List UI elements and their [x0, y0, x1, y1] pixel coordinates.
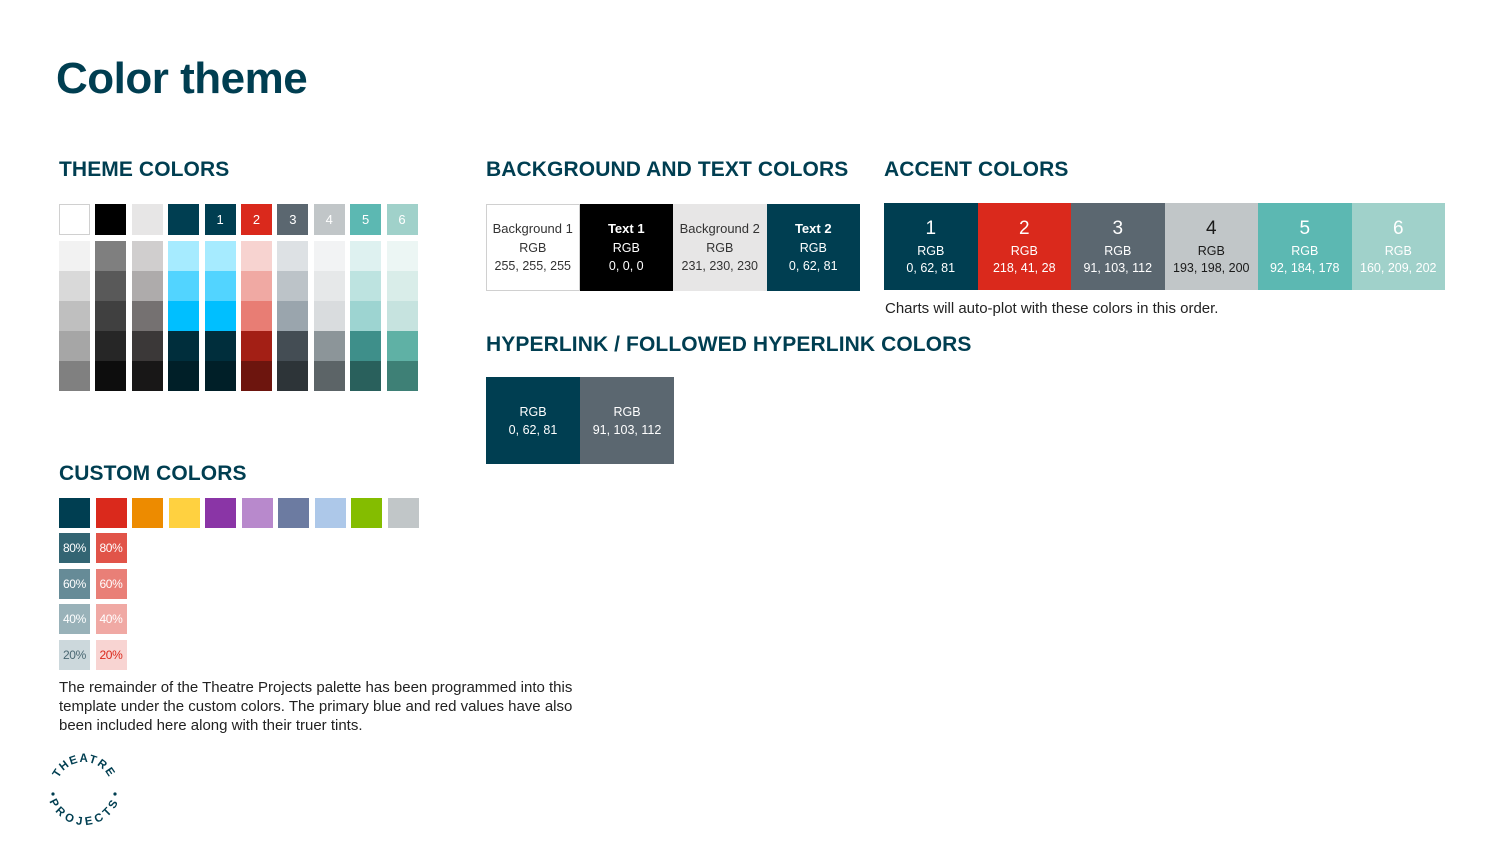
theme-color-shade — [205, 331, 236, 361]
rgb-label: RGB — [519, 241, 547, 255]
red-tint-swatch: 20% — [96, 640, 127, 670]
theme-color-shade — [95, 331, 126, 361]
accent-number: 2 — [1018, 217, 1030, 239]
custom-tints — [59, 533, 127, 670]
custom-description: The remainder of the Theatre Projects palette has been programmed into this template under the custom colors. The primary blue and red values have also been included here along with their truer tints. — [59, 679, 573, 734]
hyperlink-heading: HYPERLINK / FOLLOWED HYPERLINK COLORS — [486, 333, 972, 356]
bg-text-swatch — [580, 204, 674, 291]
accent-number: 5 — [1299, 217, 1311, 239]
theme-color-shade — [132, 331, 163, 361]
custom-color-swatch — [351, 498, 382, 528]
blue-tint-swatch: 40% — [59, 604, 90, 634]
red-tint-swatch: 60% — [96, 569, 127, 599]
theme-color-shade — [350, 301, 381, 331]
theme-color-shade — [205, 271, 236, 301]
custom-color-swatch — [315, 498, 346, 528]
theme-color-shade — [350, 271, 381, 301]
accent-swatch — [978, 203, 1072, 290]
theme-color-shade — [387, 331, 418, 361]
theme-color-column — [350, 204, 381, 391]
background-text-swatches — [486, 204, 860, 291]
rgb-values: 0, 0, 0 — [608, 259, 644, 273]
accent-number: 1 — [925, 217, 937, 239]
rgb-values: 91, 103, 112 — [1083, 260, 1153, 275]
theme-color-column — [168, 204, 199, 391]
theme-color-swatch: 6 — [387, 204, 418, 235]
rgb-label: RGB — [799, 241, 827, 255]
theme-color-shade — [241, 271, 272, 301]
custom-colors-heading: CUSTOM COLORS — [59, 462, 247, 485]
rgb-label: RGB — [612, 241, 640, 255]
accent-note: Charts will auto-plot with these colors in this order. — [885, 300, 1219, 317]
theme-color-shade — [205, 241, 236, 271]
rgb-values: 0, 62, 81 — [906, 260, 956, 275]
accent-number: 4 — [1205, 217, 1217, 239]
custom-color-swatch — [59, 498, 90, 528]
theme-color-shade — [277, 301, 308, 331]
rgb-label: RGB — [1384, 243, 1412, 258]
theme-color-shade — [168, 271, 199, 301]
rgb-values: 255, 255, 255 — [494, 259, 571, 273]
background-text-heading: BACKGROUND AND TEXT COLORS — [486, 158, 849, 181]
custom-color-swatch — [242, 498, 273, 528]
theme-color-shade — [59, 331, 90, 361]
theme-color-shade — [59, 241, 90, 271]
theme-color-shade — [314, 241, 345, 271]
custom-color-swatch — [278, 498, 309, 528]
theme-color-column — [95, 204, 126, 391]
bg-text-swatch — [767, 204, 861, 291]
bg-text-swatch — [673, 204, 767, 291]
blue-tint-swatch: 60% — [59, 569, 90, 599]
theme-color-column — [277, 204, 308, 391]
theme-color-shade — [277, 361, 308, 391]
custom-color-swatch — [388, 498, 419, 528]
bg-text-swatch — [486, 204, 580, 291]
red-tint-swatch: 40% — [96, 604, 127, 634]
theme-color-swatch: 5 — [350, 204, 381, 235]
swatch-name: Text 2 — [794, 221, 832, 236]
theme-color-shade — [314, 331, 345, 361]
theme-color-swatch: 3 — [277, 204, 308, 235]
theme-colors-heading: THEME COLORS — [59, 158, 230, 181]
custom-swatches — [59, 498, 419, 528]
accent-swatch — [1071, 203, 1165, 290]
swatch-name: Background 1 — [492, 221, 573, 236]
theme-color-shade — [241, 361, 272, 391]
rgb-values: 91, 103, 112 — [592, 422, 662, 437]
theme-color-shade — [132, 361, 163, 391]
theme-color-swatch: 4 — [314, 204, 345, 235]
theme-color-shade — [95, 301, 126, 331]
swatch-name: Text 1 — [607, 221, 645, 236]
theme-color-shade — [95, 361, 126, 391]
theme-color-shade — [205, 301, 236, 331]
custom-color-swatch — [205, 498, 236, 528]
accent-number: 3 — [1112, 217, 1124, 239]
theme-color-shade — [95, 241, 126, 271]
rgb-values: 0, 62, 81 — [508, 422, 558, 437]
theme-color-shade — [241, 241, 272, 271]
theme-color-shade — [314, 301, 345, 331]
rgb-label: RGB — [613, 404, 641, 419]
theme-color-shade — [95, 271, 126, 301]
theme-color-shade — [387, 361, 418, 391]
theme-color-shade — [132, 271, 163, 301]
theme-color-swatch: 2 — [241, 204, 272, 235]
svg-text:THEATRE — [51, 753, 118, 780]
theme-color-column — [314, 204, 345, 391]
hyperlink-swatches — [486, 377, 674, 464]
theme-color-shade — [277, 331, 308, 361]
theme-color-shade — [241, 331, 272, 361]
theme-color-shade — [59, 301, 90, 331]
theme-color-column — [241, 204, 272, 391]
theme-color-shade — [168, 331, 199, 361]
followed-hyperlink-swatch — [580, 377, 674, 464]
theme-color-shade — [168, 241, 199, 271]
theme-color-shade — [59, 361, 90, 391]
theme-color-swatch — [168, 204, 199, 235]
theme-color-shade — [277, 241, 308, 271]
logo-bottom-text: PROJECTS — [46, 797, 122, 828]
red-tint-swatch: 80% — [96, 533, 127, 563]
page-title: Color theme — [56, 54, 308, 103]
accent-swatch — [884, 203, 978, 290]
theme-color-shade — [387, 241, 418, 271]
rgb-values: 193, 198, 200 — [1173, 260, 1250, 275]
theme-color-shade — [387, 301, 418, 331]
rgb-values: 231, 230, 230 — [681, 259, 758, 273]
accent-swatch — [1352, 203, 1446, 290]
theme-color-shade — [132, 241, 163, 271]
svg-text:PROJECTS — [46, 797, 121, 828]
theme-color-swatch — [95, 204, 126, 235]
theme-color-shade — [277, 271, 308, 301]
theme-color-shade — [241, 301, 272, 331]
blue-tint-swatch: 20% — [59, 640, 90, 670]
hyperlink-swatch — [486, 377, 580, 464]
theme-color-column — [205, 204, 236, 391]
theme-color-shade — [350, 361, 381, 391]
custom-color-swatch — [132, 498, 163, 528]
theme-color-shade — [168, 361, 199, 391]
theme-color-shade — [205, 361, 236, 391]
accent-swatches — [884, 203, 1445, 290]
theme-colors-grid — [59, 204, 418, 391]
rgb-label: RGB — [1010, 243, 1038, 258]
blue-tint-swatch: 80% — [59, 533, 90, 563]
theme-color-shade — [132, 301, 163, 331]
theatre-projects-logo-icon — [44, 748, 124, 828]
accent-swatch — [1165, 203, 1259, 290]
swatch-name: Background 2 — [679, 221, 760, 236]
theme-color-shade — [168, 301, 199, 331]
accent-swatch — [1258, 203, 1352, 290]
custom-color-swatch — [96, 498, 127, 528]
rgb-label: RGB — [706, 241, 734, 255]
theme-color-shade — [350, 241, 381, 271]
rgb-values: 92, 184, 178 — [1269, 260, 1340, 275]
theme-color-swatch — [59, 204, 90, 235]
custom-color-swatch — [169, 498, 200, 528]
theme-color-shade — [314, 271, 345, 301]
theme-color-column — [387, 204, 418, 391]
rgb-label: RGB — [917, 243, 945, 258]
rgb-values: 0, 62, 81 — [788, 259, 838, 273]
theme-color-column — [59, 204, 90, 391]
theme-color-swatch: 1 — [205, 204, 236, 235]
rgb-label: RGB — [519, 404, 547, 419]
theme-color-swatch — [132, 204, 163, 235]
theme-color-shade — [59, 271, 90, 301]
rgb-label: RGB — [1104, 243, 1132, 258]
accent-colors-heading: ACCENT COLORS — [884, 158, 1069, 181]
rgb-label: RGB — [1291, 243, 1319, 258]
theme-color-shade — [350, 331, 381, 361]
theme-color-shade — [314, 361, 345, 391]
theme-color-column — [132, 204, 163, 391]
logo-top-text: THEATRE — [50, 753, 118, 780]
accent-number: 6 — [1392, 217, 1404, 239]
theme-color-shade — [387, 271, 418, 301]
rgb-label: RGB — [1197, 243, 1225, 258]
rgb-values: 160, 209, 202 — [1360, 260, 1437, 275]
rgb-values: 218, 41, 28 — [992, 260, 1056, 275]
